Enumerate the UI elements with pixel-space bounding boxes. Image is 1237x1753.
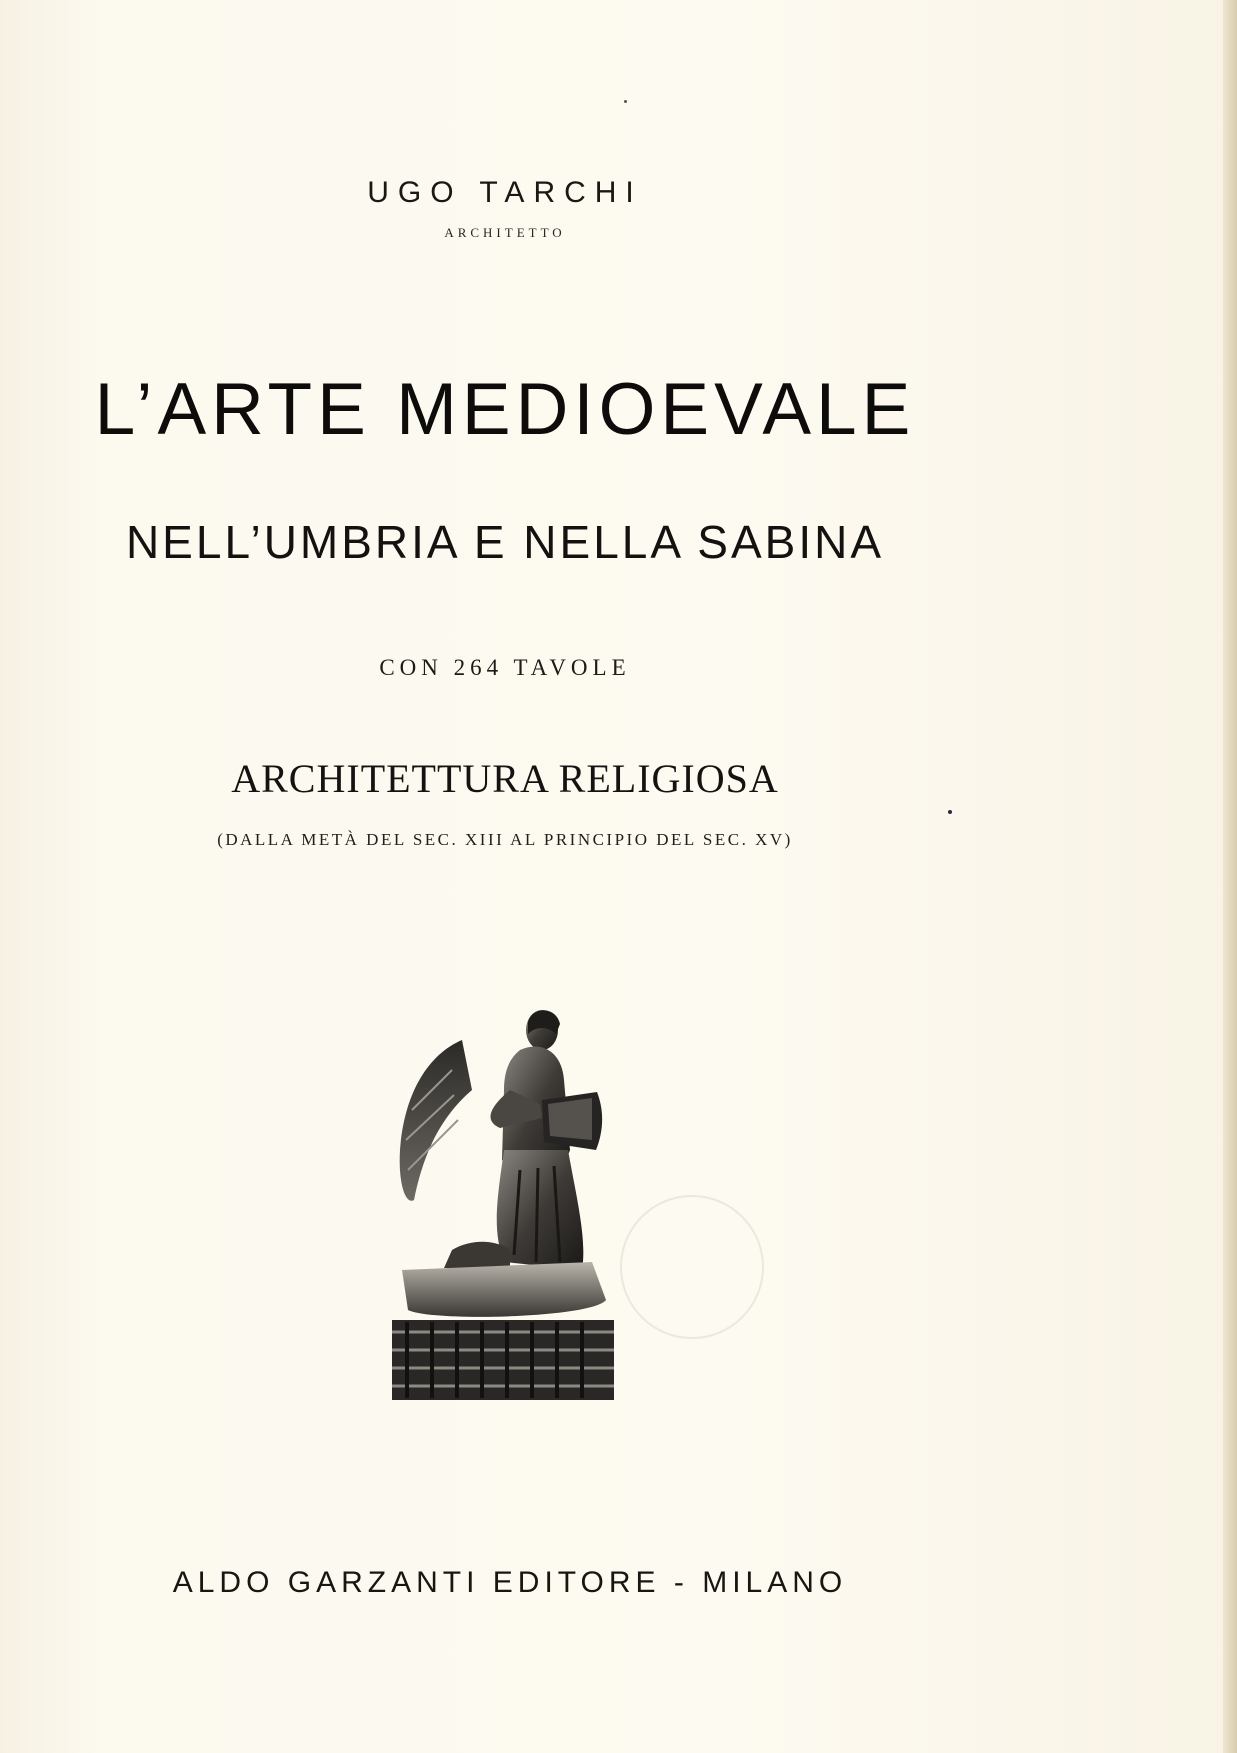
author-name: UGO TARCHI	[367, 176, 643, 209]
section-title: ARCHITETTURA RELIGIOSA	[231, 756, 779, 801]
kneeling-angel-sculpture-icon	[392, 1000, 632, 1400]
ink-speck	[948, 810, 952, 814]
book-title: L’ARTE MEDIOEVALE	[94, 369, 916, 450]
faded-stamp	[620, 1195, 764, 1339]
period-note: (DALLA METÀ DEL SEC. XIII AL PRINCIPIO DEL SEC. XV)	[217, 830, 793, 849]
book-subtitle: NELL’UMBRIA E NELLA SABINA	[125, 516, 885, 568]
plates-count: CON 264 TAVOLE	[379, 655, 631, 680]
page-edge	[1223, 0, 1237, 1753]
ink-speck	[624, 100, 627, 103]
publisher-imprint: ALDO GARZANTI EDITORE - MILANO	[172, 1566, 848, 1599]
author-role: ARCHITETTO	[444, 225, 566, 240]
